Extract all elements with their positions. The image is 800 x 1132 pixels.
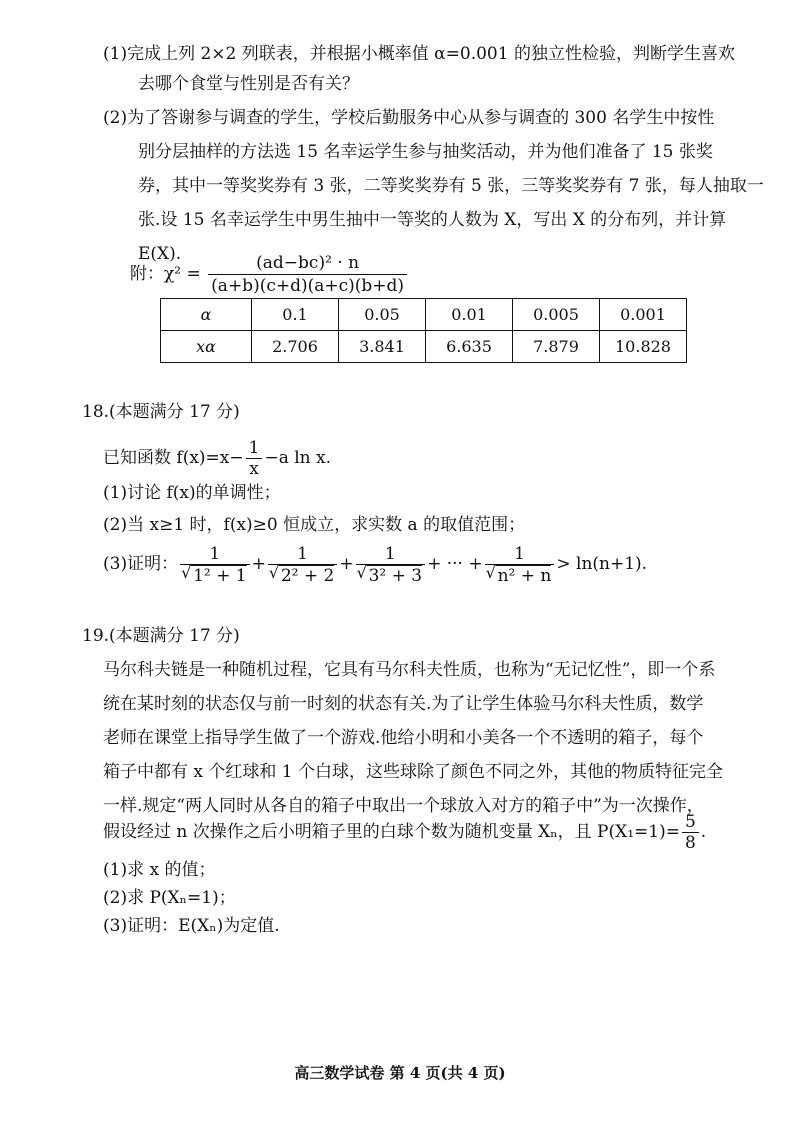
fraction-denominator [356,565,426,586]
formula-denominator: (a+b)(c+d)(a+c)(b+d) [211,276,405,296]
q19-part3: (3)证明：E(Xₙ)为定值. [103,916,280,936]
formula-fraction [208,252,407,297]
fraction-numerator: 1 [180,544,250,565]
q17-part2-line5: E(X). [138,244,182,264]
table-cell: 0.005 [513,299,600,331]
series-term [268,544,338,586]
sqrt-radical: √ 1² + 1 [191,565,247,586]
q17-part1-line2: 去哪个食堂与性别是否有关？ [138,74,359,94]
q19-para-line2: 统在某时刻的状态仅与前一时刻的状态有关.为了让学生体验马尔科夫性质，数学 [103,694,704,714]
q18-part3-suffix: > ln(n+1). [556,554,648,574]
sqrt-radical: √ n² + n [496,565,552,586]
table-cell: α [161,299,252,331]
fraction-numerator: 1 [268,544,338,565]
table-cell: 6.635 [426,331,513,363]
fraction-numerator: 1 [356,544,426,565]
q19-last-line [103,808,706,856]
series-term [356,544,426,586]
fraction-denominator: x [249,459,259,479]
table-row-critical [161,331,687,363]
plus-sign: + [339,554,354,574]
q19-last-prefix: 假设经过 n 次操作之后小明箱子里的白球个数为随机变量 Xₙ，且 P(X₁=1)= [103,822,680,842]
q18-intro-prefix: 已知函数 f(x)=x− [103,448,244,468]
q18-heading: 18.(本题满分 17 分) [82,402,240,422]
q17-part1-line1: (1)完成上列 2×2 列联表，并根据小概率值 α=0.001 的独立性检验，判断学生喜欢 [103,44,735,64]
q19-last-suffix: . [700,822,707,842]
table-cell: 0.01 [426,299,513,331]
q18-intro-fraction [246,438,263,479]
table-row-alpha [161,299,687,331]
series-term [180,544,250,586]
table-cell: 2.706 [252,331,339,363]
q18-part2: (2)当 x≥1 时，f(x)≥0 恒成立，求实数 a 的取值范围； [103,515,526,535]
q19-heading: 19.(本题满分 17 分) [82,626,240,646]
table-cell: 3.841 [339,331,426,363]
fraction-numerator: 5 [682,812,699,833]
formula-prefix: 附：χ² = [130,264,201,284]
series-term [485,544,555,586]
sqrt-radical: √ 2² + 2 [279,565,335,586]
table-cell: 7.879 [513,331,600,363]
formula-numerator: (ad−bc)² · n [208,252,407,275]
q18-part1: (1)讨论 f(x)的单调性； [103,483,281,503]
page-footer: 高三数学试卷 第 4 页(共 4 页) [294,1064,506,1082]
q19-para-line5: 一样.规定“两人同时从各自的箱子中取出一个球放入对方的箱子中”为一次操作， [103,796,704,816]
q17-part2-line4: 张.设 15 名幸运学生中男生抽中一等奖的人数为 X，写出 X 的分布列，并计算 [138,210,727,230]
q18-part3-prefix: (3)证明： [103,554,179,574]
fraction-denominator [180,565,250,586]
table-cell: 0.1 [252,299,339,331]
table-cell: 0.001 [600,299,687,331]
q19-part1: (1)求 x 的值； [103,860,216,880]
fraction-denominator: 8 [684,833,696,853]
fraction-denominator [485,565,555,586]
fraction-numerator: 1 [246,438,263,459]
q18-part3 [103,540,647,588]
table-cell: xα [161,331,252,363]
sqrt-radical: √ 3² + 3 [367,565,423,586]
fraction-numerator: 1 [485,544,555,565]
q19-part2: (2)求 P(Xₙ=1)； [103,888,236,908]
q17-part2-line3: 券，其中一等奖奖券有 3 张，二等奖奖券有 5 张，三等奖奖券有 7 张，每人抽取一 [138,176,764,196]
q18-intro-suffix: −a ln x. [264,448,332,468]
chi-square-formula [130,252,409,297]
plus-sign: + [251,554,266,574]
table-cell: 0.05 [339,299,426,331]
q19-para-line4: 箱子中都有 x 个红球和 1 个白球，这些球除了颜色不同之外，其他的物质特征完全 [103,762,724,782]
critical-value-table [160,298,687,363]
q19-para-line3: 老师在课堂上指导学生做了一个游戏.他给小明和小美各一个不透明的箱子，每个 [103,728,704,748]
q18-intro [103,436,331,480]
series-ellipsis: + ··· + [427,554,483,574]
fraction-denominator [268,565,338,586]
q19-fraction [682,812,699,853]
q17-part2-line2: 别分层抽样的方法选 15 名幸运学生参与抽奖活动，并为他们准备了 15 张奖 [138,142,713,162]
q19-para-line1: 马尔科夫链是一种随机过程，它具有马尔科夫性质，也称为“无记忆性”，即一个系 [103,660,716,680]
table-cell: 10.828 [600,331,687,363]
q17-part2-line1: (2)为了答谢参与调查的学生，学校后勤服务中心从参与调查的 300 名学生中按性 [103,108,715,128]
